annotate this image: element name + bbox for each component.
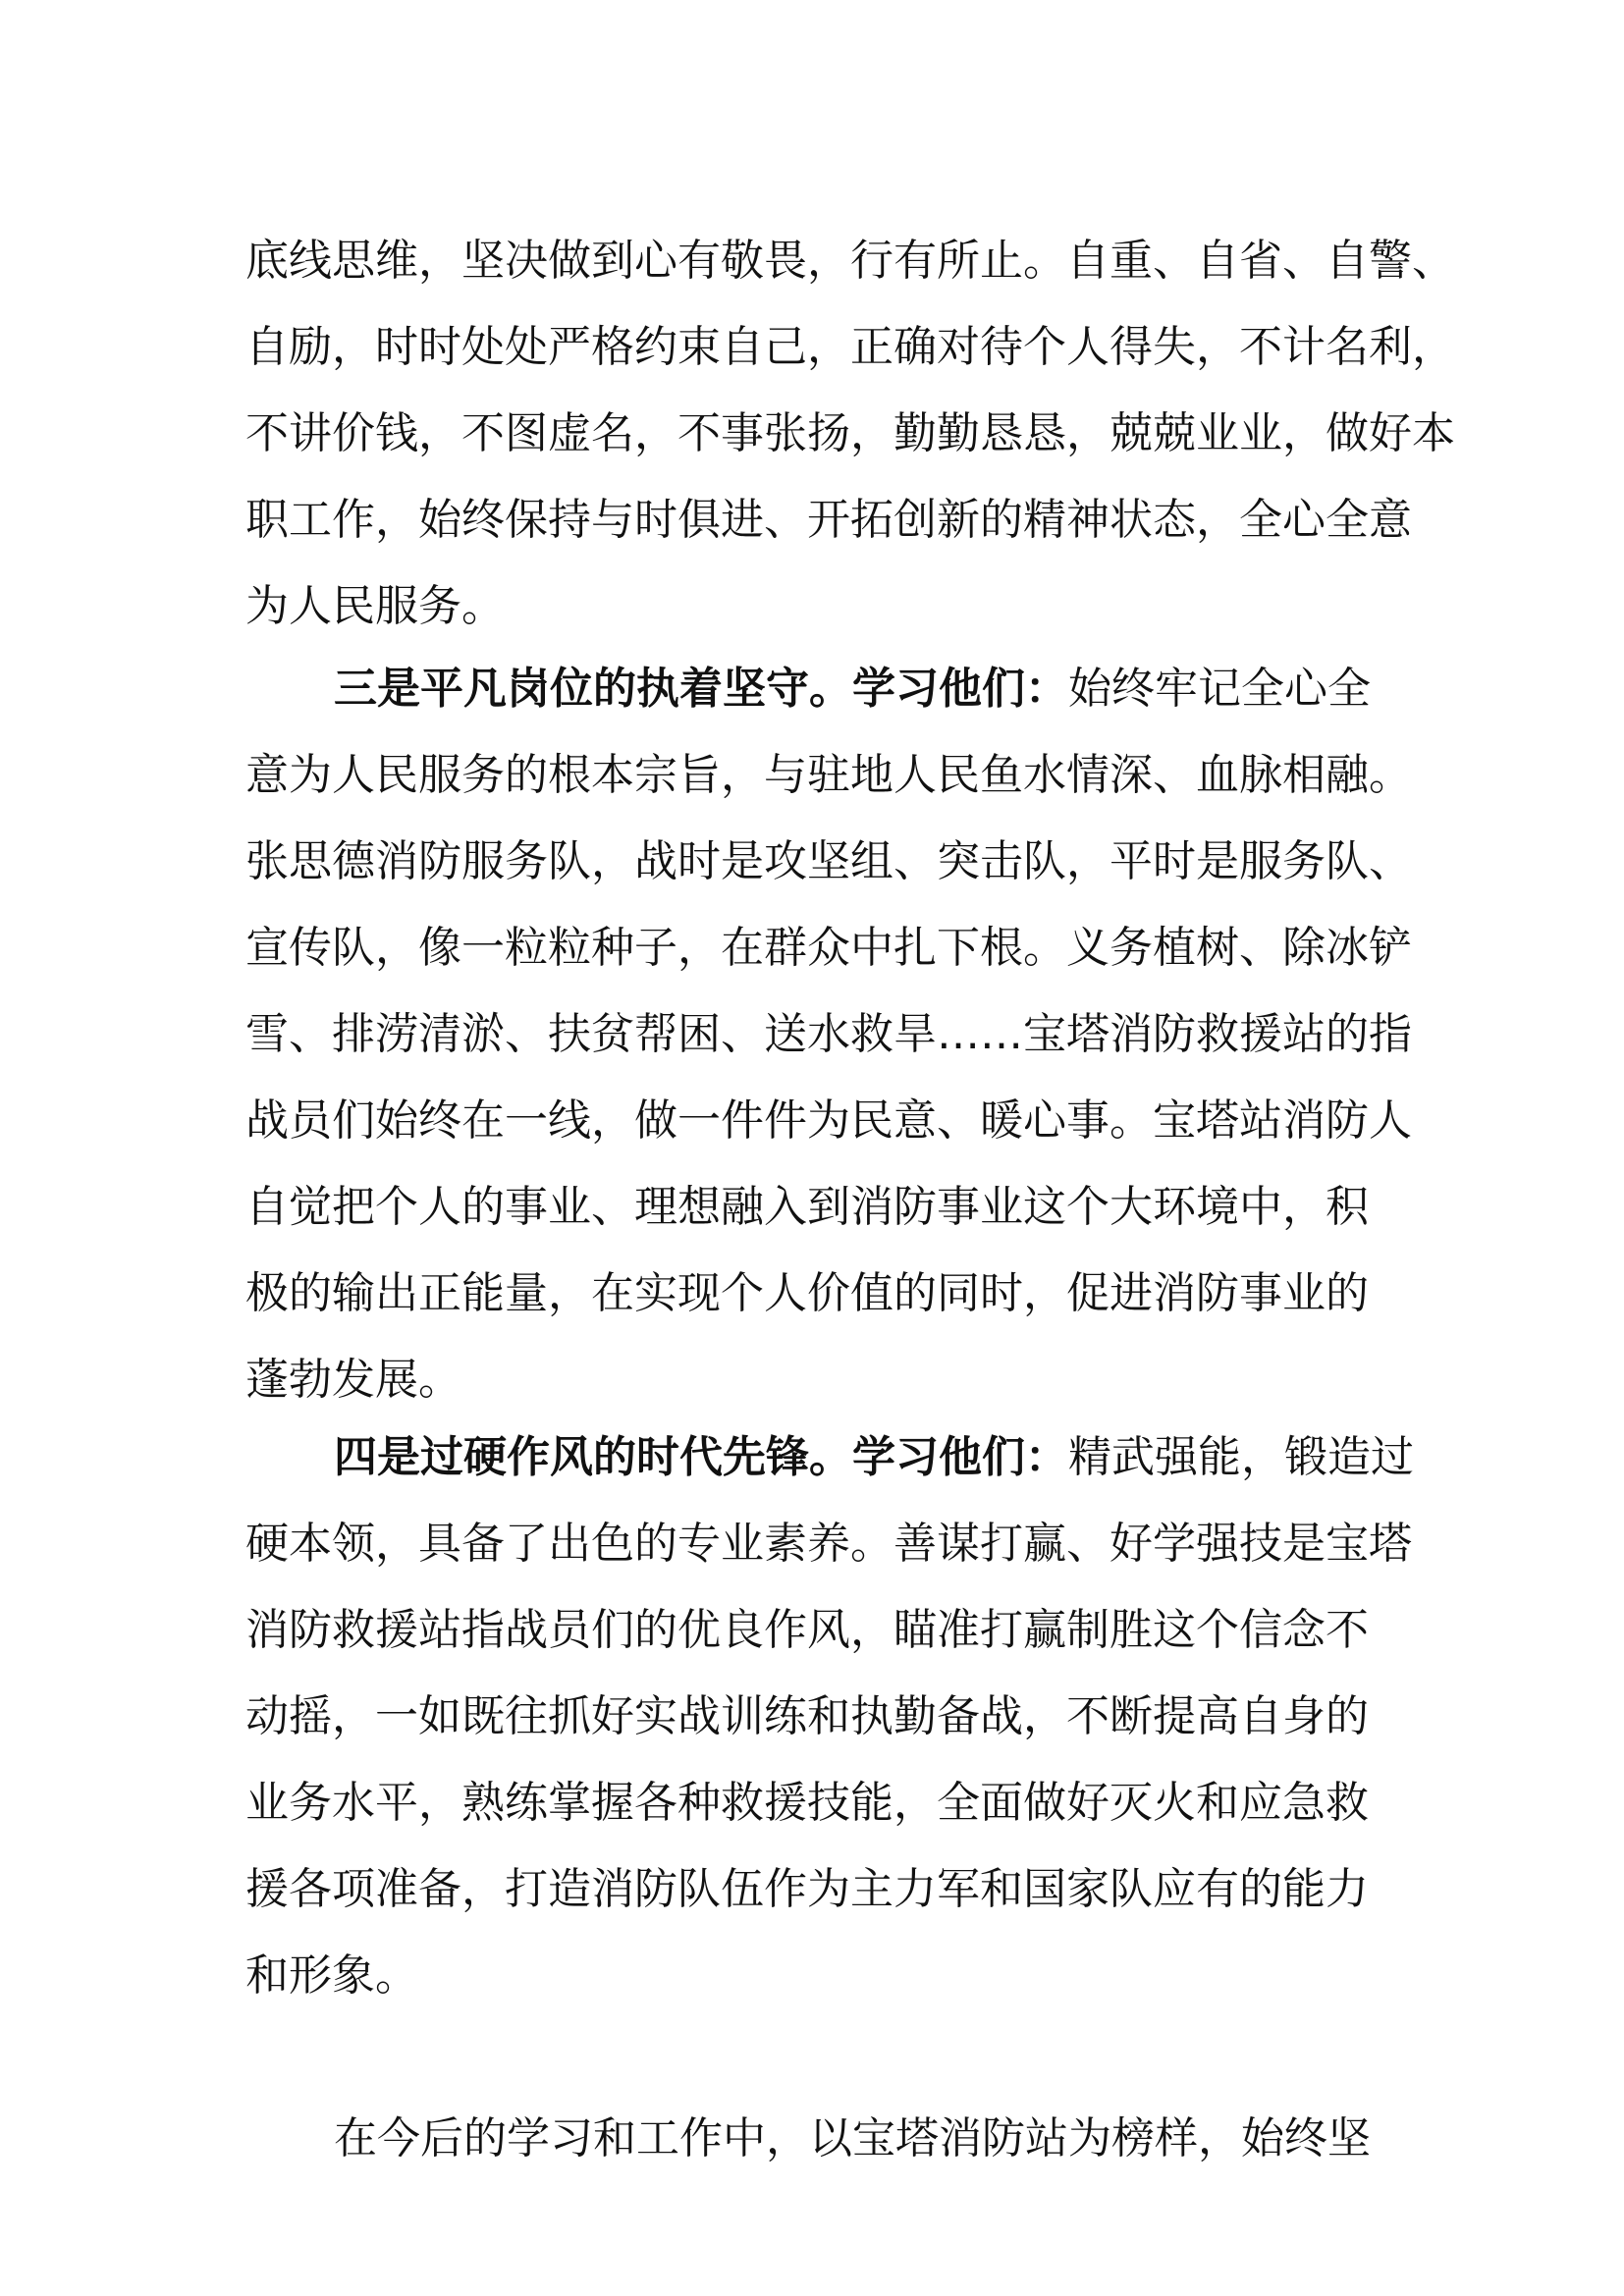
text-line: 宣传队，像一粒粒种子，在群众中扎下根。义务植树、除冰铲: [245, 923, 1412, 973]
paragraph-heading: 四是过硬作风的时代先锋。学习他们：: [334, 1432, 1068, 1482]
text-line: 蓬勃发展。: [245, 1355, 461, 1405]
text-line: 消防救援站指战员们的优良作风，瞄准打赢制胜这个信念不: [245, 1605, 1369, 1655]
text-line: 雪、排涝清淤、扶贫帮困、送水救旱……宝塔消防救援站的指: [245, 1009, 1412, 1059]
paragraph-heading: 三是平凡岗位的执着坚守。学习他们：: [334, 664, 1068, 714]
text-line: 战员们始终在一线，做一件件为民意、暖心事。宝塔站消防人: [245, 1095, 1412, 1146]
text-line: 在今后的学习和工作中，以宝塔消防站为榜样，始终坚: [334, 2113, 1371, 2163]
text-line: 意为人民服务的根本宗旨，与驻地人民鱼水情深、血脉相融。: [245, 750, 1412, 800]
paragraph-1: [245, 218, 1455, 650]
paragraph-first-line: [245, 1415, 1414, 1501]
text-line: 为人民服务。: [245, 581, 505, 631]
text-line: 动摇，一如既往抓好实战训练和执勤备战，不断提高自身的: [245, 1691, 1369, 1741]
paragraph-4: [245, 2096, 1384, 2182]
text-line: 自觉把个人的事业、理想融入到消防事业这个大环境中，积: [245, 1182, 1369, 1232]
text-line: 业务水平，熟练掌握各种救援技能，全面做好灭火和应急救: [245, 1778, 1369, 1828]
text-line: 自励，时时处处严格约束自己，正确对待个人得失，不计名利，: [245, 322, 1455, 372]
text-line: 张思德消防服务队，战时是攻坚组、突击队，平时是服务队、: [245, 836, 1412, 886]
paragraph-2: [245, 646, 1412, 1423]
text-line: 不讲价钱，不图虚名，不事张扬，勤勤恳恳，兢兢业业，做好本: [245, 408, 1455, 458]
paragraph-lead-text: 精武强能，锻造过: [1068, 1432, 1414, 1482]
text-line: 援各项准备，打造消防队伍作为主力军和国家队应有的能力: [245, 1864, 1369, 1914]
text-line: 硬本领，具备了出色的专业素养。善谋打赢、好学强技是宝塔: [245, 1519, 1412, 1569]
paragraph-3: [245, 1415, 1414, 2019]
text-line: 和形象。: [245, 1950, 418, 2001]
text-line: 极的输出正能量，在实现个人价值的同时，促进消防事业的: [245, 1268, 1369, 1318]
paragraph-first-line: [245, 646, 1384, 732]
text-line: 底线思维，坚决做到心有敬畏，行有所止。自重、自省、自警、: [245, 236, 1455, 286]
text-line: 职工作，始终保持与时俱进、开拓创新的精神状态，全心全意: [245, 495, 1412, 545]
paragraph-lead-text: 始终牢记全心全: [1068, 664, 1371, 714]
